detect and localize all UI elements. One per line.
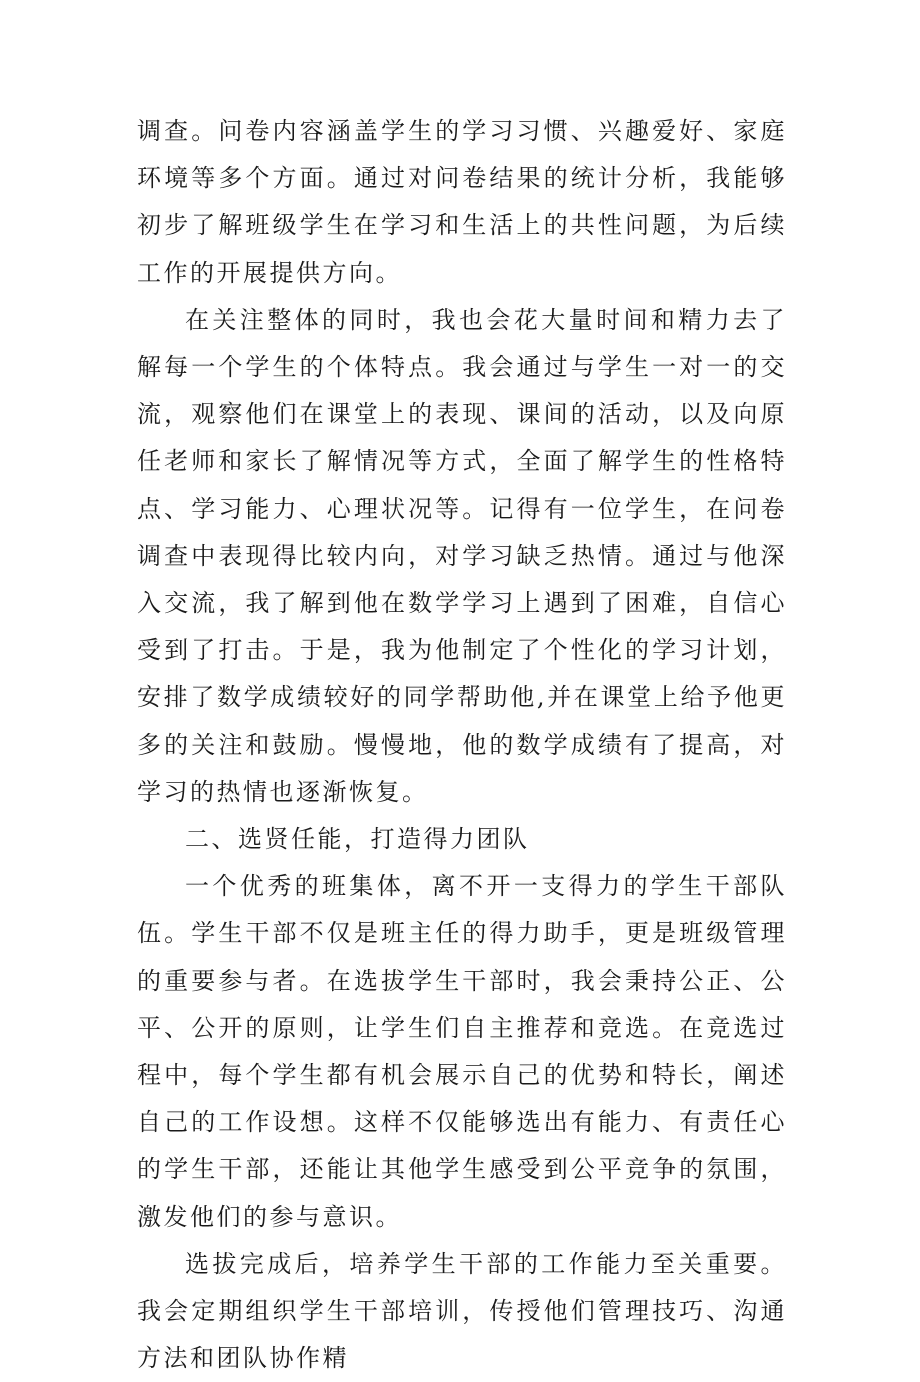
document-body [137,108,787,1382]
paragraph-cadre-training: 选拔完成后，培养学生干部的工作能力至关重要。我会定期组织学生干部培训，传授他们管理技巧、沟通方法和团队协作精 [137,1249,787,1373]
section-heading: 二、选贤任能，打造得力团队 [185,825,530,854]
paragraph-individual-attention: 在关注整体的同时，我也会花大量时间和精力去了解每一个学生的个体特点。我会通过与学生一对一的交流，观察他们在课堂上的表现、课间的活动，以及向原任老师和家长了解情况等方式，全面了解学生的性格特点、学习能力、心理状况等。记得有一位学生，在问卷调查中表现得比较内向，对学习缺乏热情。通过与他深入交流，我了解到他在数学学习上遇到了困难，自信心受到了打击。于是，我为他制定了个性化的学习计划，安排了数学成绩较好的同学帮助他,并在课堂上给予他更多的关注和鼓励。慢慢地，他的数学成绩有了提高，对学习的热情也逐渐恢复。 [137,305,787,806]
paragraph-survey-summary: 调查。问卷内容涵盖学生的学习习惯、兴趣爱好、家庭环境等多个方面。通过对问卷结果的统计分析，我能够初步了解班级学生在学习和生活上的共性问题，为后续工作的开展提供方向。 [137,117,787,287]
paragraph-student-cadre-selection: 一个优秀的班集体，离不开一支得力的学生干部队伍。学生干部不仅是班主任的得力助手，更是班级管理的重要参与者。在选拔学生干部时，我会秉持公正、公平、公开的原则，让学生们自主推荐和竞选。在竞选过程中，每个学生都有机会展示自己的优势和特长，阐述自己的工作设想。这样不仅能够选出有能力、有责任心的学生干部，还能让其他学生感受到公平竞争的氛围，激发他们的参与意识。 [137,872,787,1231]
